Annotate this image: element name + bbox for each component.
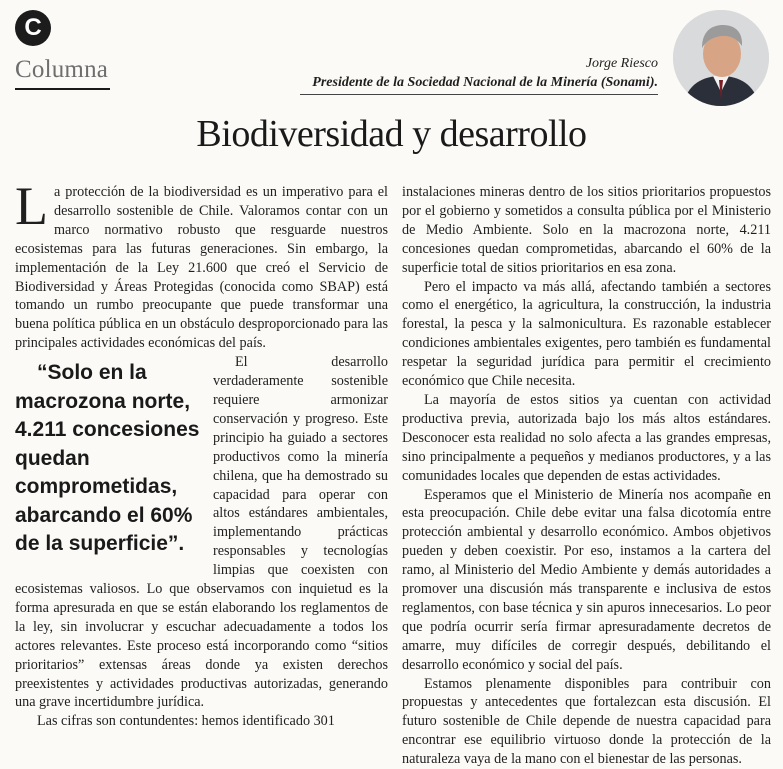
section-underline bbox=[15, 88, 110, 90]
paragraph-text: La mayoría de estos sitios ya cuentan con actividad productiva previa, autorizada bajo los más altos estándares. Desconocer esta realidad no solo afecta a las grandes empresas, sino principalmente a pequeños y medianos productores, y a las comunidades locales que dependen de estas actividades. bbox=[402, 391, 771, 484]
column-logo-icon bbox=[15, 10, 51, 46]
paragraph-text: Pero el impacto va más allá, afectando también a sectores como el energético, la agricultura, la construcción, la industria forestal, la pesca y la salmonicultura. Es razonable establecer condiciones ambientales exigentes, pero también es fundamental respetar la seguridad jurídica para permitir el crecimiento económico que Chile necesita. bbox=[402, 278, 771, 390]
logo-letter: C bbox=[24, 14, 42, 41]
paragraph-text: Las cifras son contundentes: hemos identificado 301 bbox=[37, 713, 335, 730]
paragraph-text: El desarrollo verdaderamente sostenible requiere armonizar conservación y progreso. Este principio ha guiado a sectores productivos como la minería chilena, que ha demostrado su capacidad para operar con altos estándares ambientales, implementando prácticas responsables y tecnologías limpias que coexisten con ecosistemas valiosos. Lo que observamos con inquietud es la forma apresurada en que se están elaborando los reglamentos de la ley, sin involucrar y escuchar adecuadamente a todos los actores relevantes. Este proceso está incorporando como “sitios prioritarios” extensas áreas donde ya existen derechos preexistentes y actividades productivas autorizadas, generando una grave incertidumbre jurídica. bbox=[15, 354, 388, 711]
article-column-right bbox=[402, 183, 771, 769]
author-name: Jorge Riesco bbox=[585, 56, 658, 71]
section-label: Columna bbox=[15, 56, 109, 83]
article-paragraph bbox=[15, 176, 388, 353]
article-headline: Biodiversidad y desarrollo bbox=[196, 113, 587, 155]
article-paragraph-continued: instalaciones mineras dentro de los sitios prioritarios propuestos por el gobierno y sometidos a consulta pública por el Ministerio de Medio Ambiente. Solo en la macrozona norte, 4.211 concesiones quedan comprometidas, abarcando el 60% de la superficie total de sitios prioritarios en esa zona. bbox=[402, 184, 771, 276]
author-portrait-icon bbox=[673, 10, 769, 106]
drop-cap: L bbox=[15, 176, 48, 236]
article-column-left bbox=[15, 176, 388, 731]
article-paragraph bbox=[15, 712, 388, 731]
author-role: Presidente de la Sociedad Nacional de la Minería (Sonami). bbox=[312, 75, 658, 90]
article-paragraph bbox=[15, 353, 388, 712]
article-paragraph bbox=[402, 486, 771, 675]
paragraph-text: a protección de la biodiversidad es un imperativo para el desarrollo sostenible de Chile. Valoramos contar con un marco normativo robusto que resguarde nuestros ecosistemas para las futuras generaciones. Sin embargo, la implementación de la Ley 21.600 que creó el Servicio de Biodiversidad y Áreas Protegidas (conocida como SBAP) está tomando un rumbo preocupante que puede transformar una buena política pública en un obstáculo desproporcionado para las principales actividades económicas del país. bbox=[15, 184, 388, 352]
author-photo bbox=[673, 10, 769, 106]
pull-quote: “Solo en la macrozona norte, 4.211 concesiones quedan comprometidas, abarcando el 60% de la superficie”. bbox=[15, 361, 200, 556]
header-divider bbox=[300, 94, 658, 95]
article-paragraph bbox=[402, 278, 771, 391]
paragraph-text: Esperamos que el Ministerio de Minería nos acompañe en esta preocupación. Chile debe evitar una falsa dicotomía entre protección ambiental y desarrollo económico. Ambos objetivos pueden y deben coexistir. Por eso, instamos a la cartera del ramo, al Ministerio del Medio Ambiente y demás autoridades a promover una discusión más transparente e inclusiva de estos reglamentos, con base técnica y sin apuros innecesarios. Lo peor que podría ocurrir sería firmar apresuradamente decretos de amarre, muy difíciles de corregir después, debilitando el desarrollo económico y social del país. bbox=[402, 486, 771, 673]
article-paragraph bbox=[402, 675, 771, 769]
article-paragraph bbox=[402, 391, 771, 486]
paragraph-text: Estamos plenamente disponibles para contribuir con propuestas y antecedentes que fortalezcan esta discusión. El futuro sostenible de Chile depende de nuestra capacidad para encontrar ese equilibrio virtuoso donde la protección de la naturaleza vaya de la mano con el bienestar de las personas. bbox=[402, 675, 771, 768]
